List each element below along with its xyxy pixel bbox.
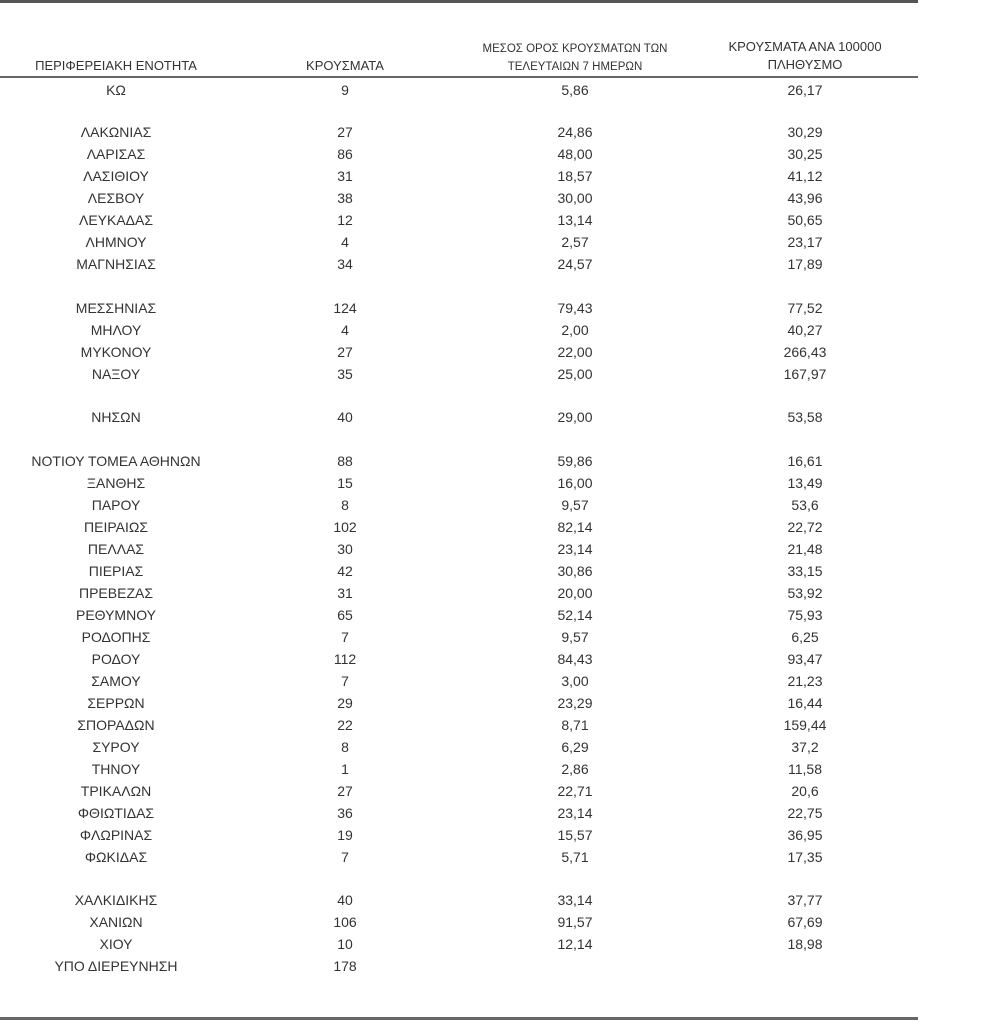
cell-cases: 86 [337,146,353,162]
cell-cases: 10 [337,936,353,952]
cell-per100k: 17,89 [787,256,823,272]
cell-region: ΛΗΜΝΟΥ [85,234,147,250]
cell-cases: 40 [337,409,353,425]
cell-per100k: 167,97 [783,366,827,382]
cell-region: ΠΕΛΛΑΣ [87,541,145,557]
cell-per100k: 6,25 [791,629,819,645]
cell-per100k: 26,17 [787,82,823,98]
cell-region: ΠΑΡΟΥ [91,497,141,513]
cell-region: ΣΥΡΟΥ [92,739,140,755]
cell-avg7: 59,86 [557,453,593,469]
cell-region: ΛΑΣΙΘΙΟΥ [83,168,149,184]
cell-cases: 30 [337,541,353,557]
cell-avg7: 23,14 [557,805,593,821]
cell-avg7: 25,00 [557,366,593,382]
header-per100k [695,38,915,74]
cell-per100k: 67,69 [787,914,823,930]
cell-per100k: 11,58 [788,761,822,777]
cell-cases: 40 [337,892,353,908]
cell-region: ΜΗΛΟΥ [90,322,142,338]
top-rule [0,0,918,3]
cell-per100k: 30,29 [787,124,823,140]
cell-cases: 31 [337,168,353,184]
cell-per100k [745,956,865,976]
cell-avg7: 24,57 [557,256,593,272]
cell-region: ΚΩ [106,82,126,98]
header-cases: ΚΡΟΥΣΜΑΤΑ [306,58,384,73]
cell-region: ΤΡΙΚΑΛΩΝ [80,783,152,799]
cell-per100k: 21,48 [787,541,823,557]
cell-region: ΞΑΝΘΗΣ [86,475,146,491]
cell-region: ΤΗΝΟΥ [91,761,141,777]
header-rule [0,76,918,78]
cell-region: ΛΑΡΙΣΑΣ [86,146,146,162]
cell-region: ΠΡΕΒΕΖΑΣ [78,585,153,601]
cell-avg7: 79,43 [557,300,593,316]
cell-cases: 4 [341,322,349,338]
cell-avg7: 84,43 [557,651,593,667]
cell-cases: 29 [337,695,353,711]
cell-region: ΛΑΚΩΝΙΑΣ [80,124,152,140]
cell-avg7: 6,29 [561,739,589,755]
cell-avg7: 13,14 [557,212,593,228]
cell-per100k: 21,23 [787,673,823,689]
cell-region: ΠΕΙΡΑΙΩΣ [84,519,148,535]
header-region: ΠΕΡΙΦΕΡΕΙΑΚΗ ΕΝΟΤΗΤΑ [35,58,197,73]
cell-region: ΣΑΜΟΥ [91,673,141,689]
cell-region: ΠΙΕΡΙΑΣ [88,563,144,579]
cell-per100k: 159,44 [783,717,827,733]
cell-per100k: 41,12 [787,168,823,184]
cell-cases: 19 [337,827,353,843]
cell-per100k: 37,2 [791,739,819,755]
cell-avg7: 16,00 [557,475,593,491]
cell-cases: 124 [333,300,357,316]
cell-per100k: 53,92 [787,585,823,601]
cell-per100k: 77,52 [787,300,823,316]
cell-per100k: 50,65 [787,212,823,228]
cell-per100k: 75,93 [787,607,823,623]
cell-cases: 12 [337,212,353,228]
header-per100k-line1: ΚΡΟΥΣΜΑΤΑ ΑΝΑ 100000 [728,39,882,54]
cell-per100k: 16,44 [787,695,823,711]
cell-per100k: 93,47 [787,651,823,667]
cell-cases: 42 [337,563,353,579]
header-avg7-line1: ΜΕΣΟΣ ΟΡΟΣ ΚΡΟΥΣΜΑΤΩΝ ΤΩΝ [482,43,668,55]
cell-per100k: 16,61 [787,453,823,469]
cell-per100k: 36,95 [787,827,823,843]
cell-avg7: 22,71 [557,783,593,799]
cell-per100k: 43,96 [787,190,823,206]
cell-per100k: 18,98 [787,936,823,952]
cell-region: ΡΟΔΟΠΗΣ [81,629,151,645]
cell-cases: 88 [337,453,353,469]
cell-cases: 106 [333,914,357,930]
cell-cases: 102 [333,519,357,535]
cell-cases: 15 [337,475,353,491]
cell-avg7: 2,86 [561,761,589,777]
cell-region: ΦΘΙΩΤΙΔΑΣ [77,805,155,821]
cell-region: ΥΠΟ ΔΙΕΡΕΥΝΗΣΗ [54,958,178,974]
cell-region: ΜΥΚΟΝΟΥ [80,344,152,360]
cell-avg7: 9,57 [561,497,589,513]
cell-per100k: 266,43 [783,344,827,360]
cell-avg7: 30,86 [557,563,593,579]
cell-cases: 1 [341,761,349,777]
header-per100k-line2: ΠΛΗΘΥΣΜΟ [767,57,843,72]
cell-cases: 112 [333,651,357,667]
cell-cases: 7 [341,849,349,865]
cell-per100k: 37,77 [787,892,823,908]
cell-region: ΡΟΔΟΥ [91,651,141,667]
cell-cases: 34 [337,256,353,272]
header-avg7-line2: ΤΕΛΕΥΤΑΙΩΝ 7 ΗΜΕΡΩΝ [507,61,643,73]
cell-cases: 27 [337,344,353,360]
cell-region: ΝΗΣΩΝ [91,409,141,425]
cell-avg7: 48,00 [557,146,593,162]
cell-region: ΡΕΘΥΜΝΟΥ [75,607,156,623]
cell-cases: 65 [337,607,353,623]
cell-avg7: 2,57 [561,234,589,250]
cell-avg7: 9,57 [561,629,589,645]
cell-avg7: 12,14 [557,936,593,952]
cell-cases: 38 [337,190,353,206]
cell-region: ΦΩΚΙΔΑΣ [84,849,148,865]
cell-avg7: 22,00 [557,344,593,360]
cell-cases: 35 [337,366,353,382]
cell-avg7: 2,00 [561,322,589,338]
cell-avg7: 82,14 [557,519,593,535]
cell-avg7: 29,00 [557,409,593,425]
cell-avg7: 24,86 [557,124,593,140]
cell-avg7: 8,71 [561,717,589,733]
cell-per100k: 53,58 [787,409,823,425]
cell-region: ΣΠΟΡΑΔΩΝ [77,717,155,733]
cell-cases: 4 [341,234,349,250]
cell-avg7: 5,86 [561,82,589,98]
cell-cases: 8 [341,497,349,513]
cell-region: ΣΕΡΡΩΝ [87,695,145,711]
bottom-rule [0,1017,918,1020]
cell-per100k: 53,6 [791,497,819,513]
cell-per100k: 13,49 [787,475,823,491]
cell-avg7: 23,14 [557,541,593,557]
cell-region: ΛΕΣΒΟΥ [87,190,145,206]
cell-per100k: 20,6 [791,783,819,799]
cell-avg7: 23,29 [557,695,593,711]
cell-cases: 27 [337,124,353,140]
cell-avg7: 18,57 [557,168,593,184]
cell-avg7: 20,00 [557,585,593,601]
cell-avg7: 15,57 [557,827,593,843]
cell-per100k: 33,15 [787,563,823,579]
cell-avg7: 52,14 [557,607,593,623]
cell-cases: 27 [337,783,353,799]
cell-region: ΧΙΟΥ [99,936,133,952]
cell-cases: 22 [337,717,353,733]
cell-region: ΝΑΞΟΥ [91,366,141,382]
cell-avg7: 3,00 [561,673,589,689]
cell-avg7 [520,956,630,976]
cell-per100k: 17,35 [787,849,823,865]
cell-avg7: 5,71 [561,849,589,865]
cell-region: ΜΕΣΣΗΝΙΑΣ [75,300,157,316]
cell-region: ΛΕΥΚΑΔΑΣ [78,212,154,228]
cell-cases: 9 [341,82,349,98]
cell-cases: 7 [341,673,349,689]
cell-cases: 7 [341,629,349,645]
cell-avg7: 91,57 [557,914,593,930]
cell-region: ΜΑΓΝΗΣΙΑΣ [76,256,156,272]
cell-per100k: 22,75 [787,805,823,821]
cell-per100k: 22,72 [787,519,823,535]
cell-per100k: 30,25 [787,146,823,162]
cell-per100k: 23,17 [787,234,823,250]
cell-region: ΧΑΝΙΩΝ [89,914,143,930]
cell-cases: 36 [337,805,353,821]
cell-region: ΧΑΛΚΙΔΙΚΗΣ [74,892,158,908]
cell-region: ΝΟΤΙΟΥ ΤΟΜΕΑ ΑΘΗΝΩΝ [31,453,201,469]
header-avg7 [460,40,690,76]
cell-avg7: 33,14 [557,892,593,908]
cell-cases: 31 [337,585,353,601]
cell-cases: 178 [333,958,357,974]
cell-region: ΦΛΩΡΙΝΑΣ [79,827,153,843]
cell-per100k: 40,27 [787,322,823,338]
cell-avg7: 30,00 [557,190,593,206]
cell-cases: 8 [341,739,349,755]
